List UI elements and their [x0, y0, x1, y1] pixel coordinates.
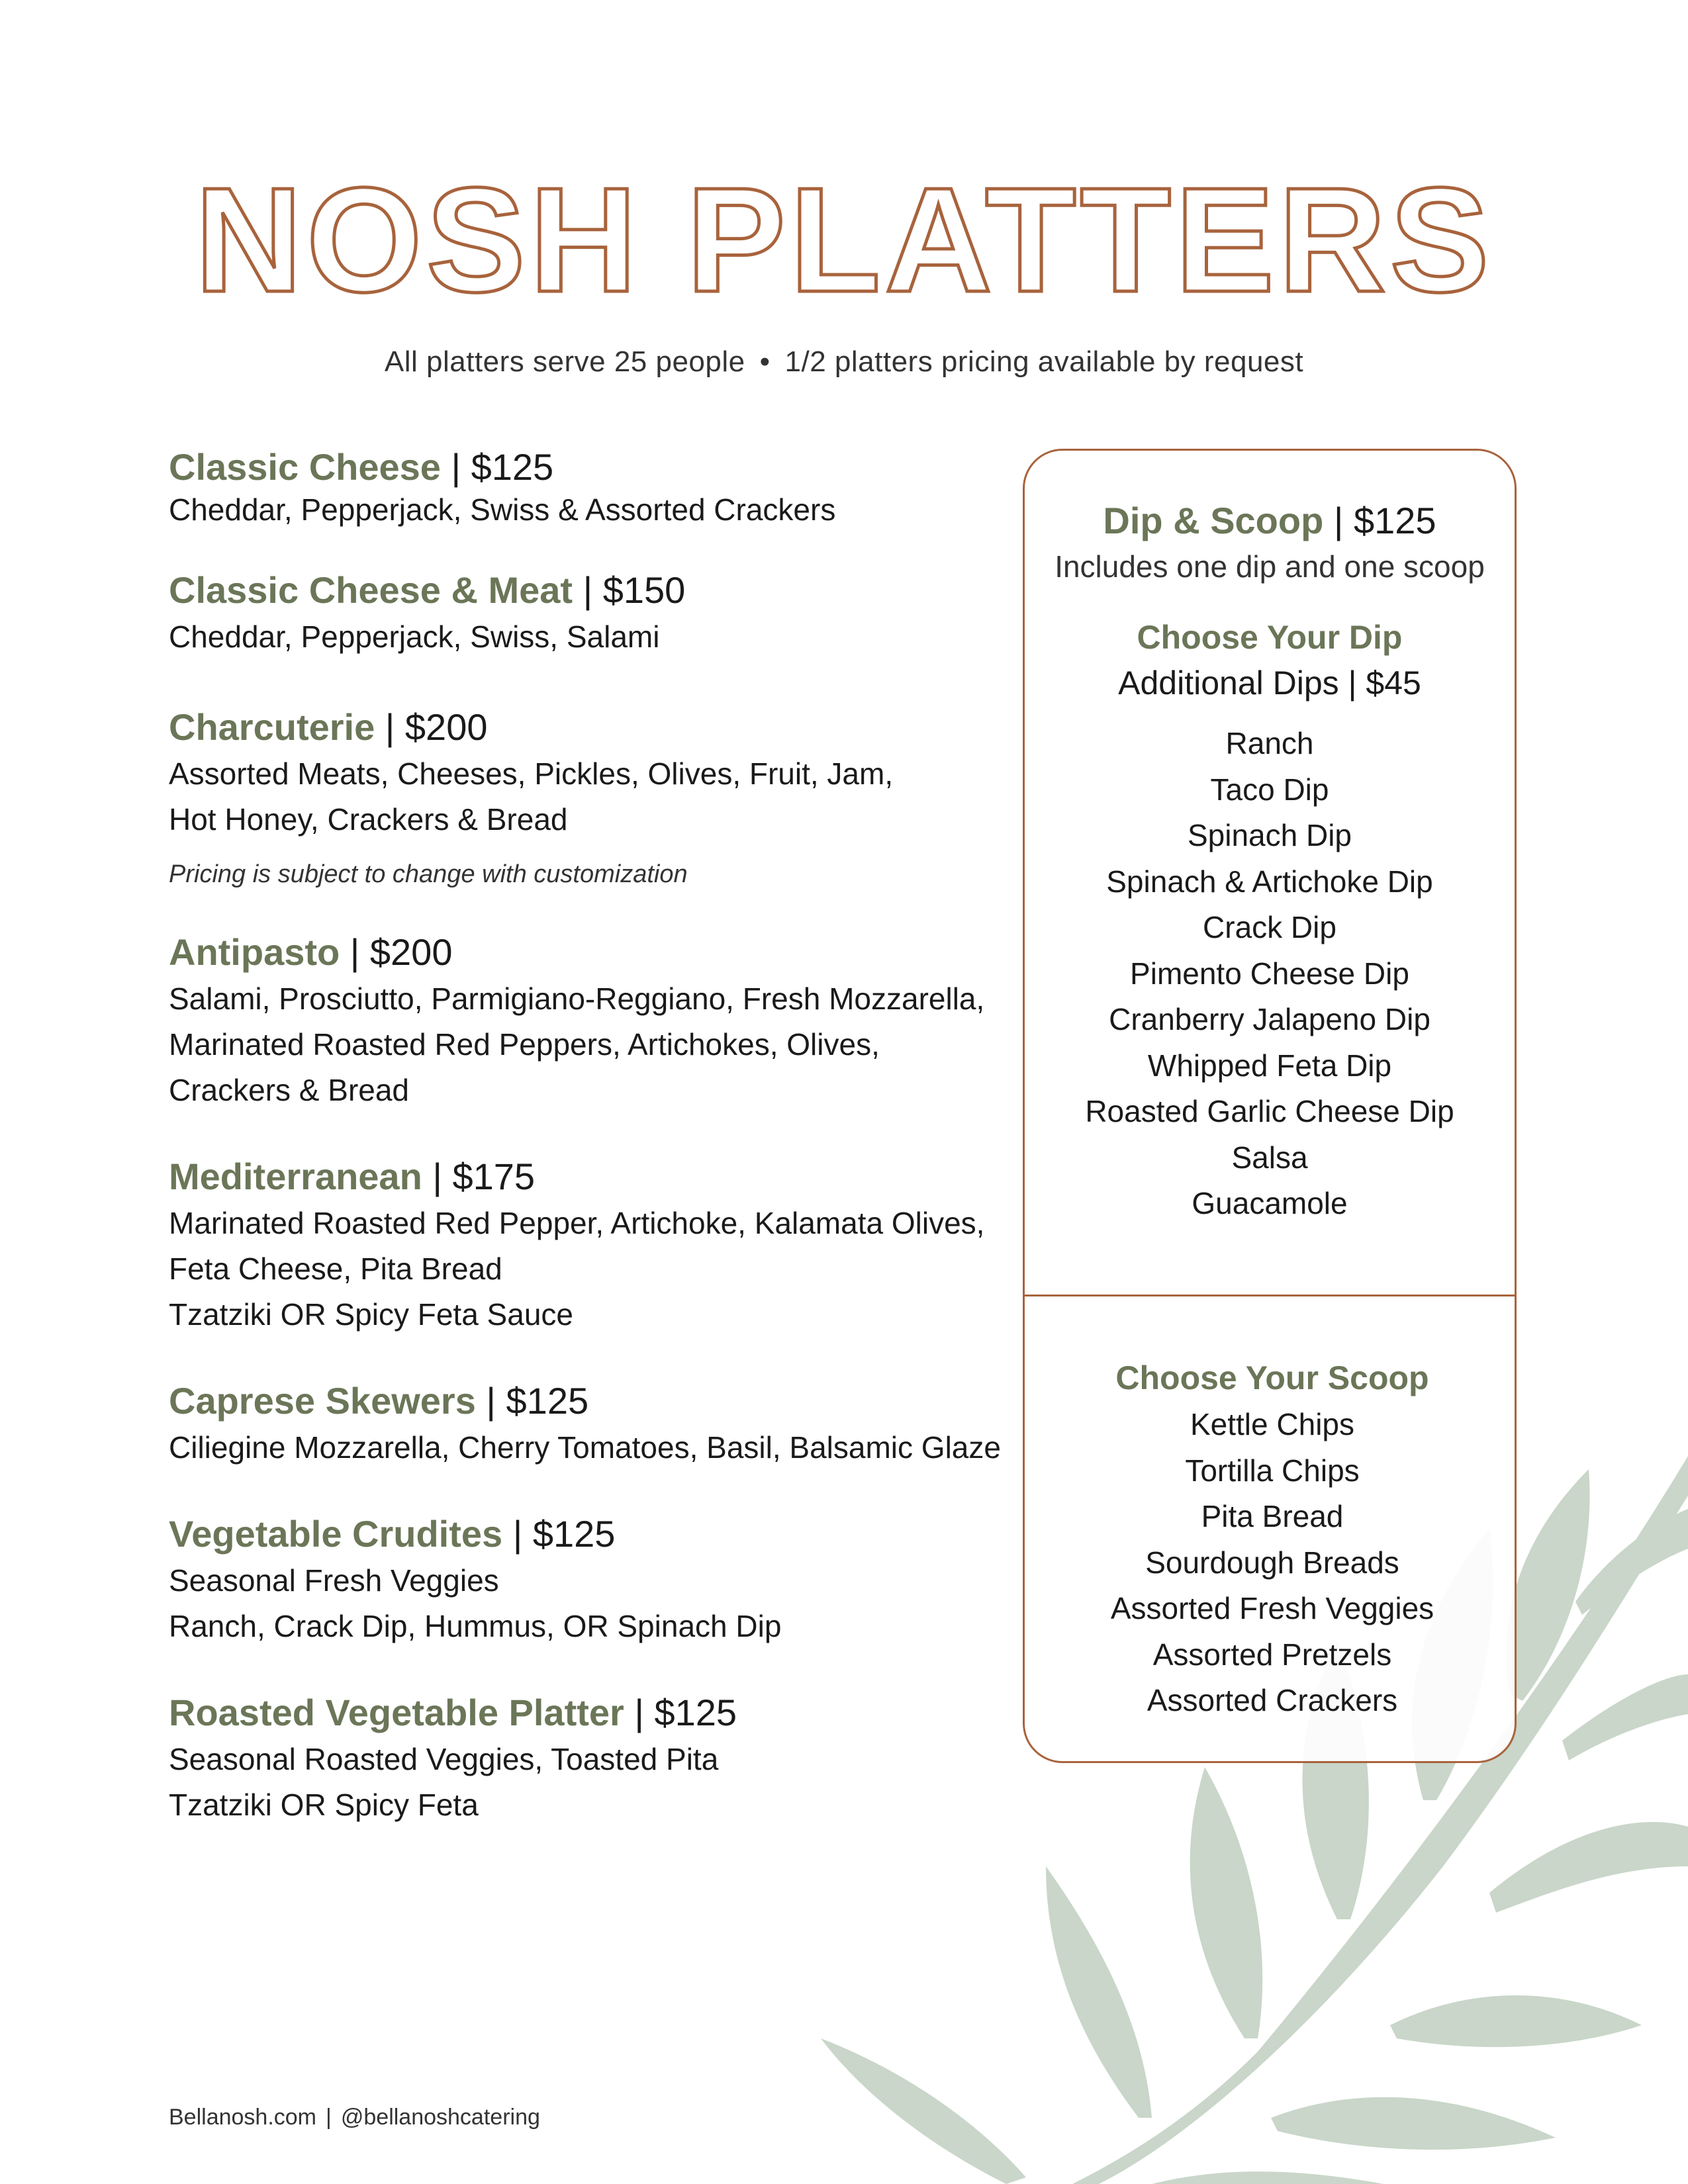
- platter-description: Ciliegine Mozzarella, Cherry Tomatoes, Basil, Balsamic Glaze: [169, 1430, 1001, 1465]
- scoop-option: Assorted Crackers: [1147, 1683, 1398, 1717]
- footer-separator: |: [326, 2105, 332, 2130]
- dip-scoop-name: Dip & Scoop: [1103, 500, 1324, 541]
- choose-dip-heading: Choose Your Dip: [1137, 619, 1403, 656]
- dip-option: Spinach & Artichoke Dip: [1106, 864, 1433, 899]
- card-divider: [1025, 1295, 1515, 1297]
- platter-name: Charcuterie: [169, 706, 375, 748]
- price-separator: |: [451, 446, 461, 488]
- page-title: NOSH PLATTERS: [195, 156, 1493, 323]
- platter-caprese-skewers: [169, 1377, 1003, 1471]
- price-separator: |: [486, 1380, 496, 1422]
- platter-list: [169, 443, 1003, 1828]
- scoop-option: Kettle Chips: [1190, 1407, 1354, 1441]
- price-separator: |: [583, 569, 593, 611]
- dip-option: Cranberry Jalapeno Dip: [1109, 1002, 1430, 1036]
- scoop-option: Assorted Fresh Veggies: [1110, 1591, 1434, 1625]
- dip-option: Salsa: [1231, 1140, 1308, 1175]
- platter-description: Tzatziki OR Spicy Feta: [169, 1788, 479, 1822]
- platter-name: Mediterranean: [169, 1156, 422, 1197]
- platter-name: Vegetable Crudites: [169, 1513, 503, 1555]
- platter-charcuterie: [169, 704, 1003, 894]
- dip-option: Spinach Dip: [1187, 818, 1352, 852]
- platter-description: Seasonal Fresh Veggies: [169, 1563, 499, 1598]
- dip-scoop-title: [1025, 497, 1515, 545]
- platter-title: [169, 443, 1003, 491]
- platter-price: $200: [369, 931, 453, 973]
- pricing-note: Pricing is subject to change with customization: [169, 860, 688, 888]
- platter-name: Antipasto: [169, 931, 340, 973]
- dip-option: Ranch: [1225, 726, 1314, 760]
- platter-price: $125: [654, 1692, 737, 1733]
- platter-description: Marinated Roasted Red Pepper, Artichoke, Kalamata Olives,: [169, 1206, 985, 1240]
- dip-section: [1025, 497, 1515, 1227]
- platter-roasted-vegetable: [169, 1689, 1003, 1828]
- platter-price: $125: [471, 446, 554, 488]
- scoop-option: Pita Bread: [1201, 1499, 1344, 1533]
- dip-option: Whipped Feta Dip: [1147, 1048, 1392, 1083]
- platter-description: Assorted Meats, Cheeses, Pickles, Olives, Fruit, Jam,: [169, 756, 894, 791]
- platter-title: [169, 1377, 1003, 1425]
- dip-option: Taco Dip: [1210, 772, 1329, 807]
- platter-title: [169, 704, 1003, 751]
- dip-option: Crack Dip: [1203, 910, 1336, 944]
- platter-name: Roasted Vegetable Platter: [169, 1692, 624, 1733]
- price-separator: |: [512, 1513, 523, 1555]
- page-subtitle: [0, 345, 1688, 379]
- dip-option: Roasted Garlic Cheese Dip: [1085, 1094, 1454, 1128]
- dip-option: Pimento Cheese Dip: [1130, 956, 1409, 991]
- dip-list: [1025, 721, 1515, 1227]
- platter-description: Hot Honey, Crackers & Bread: [169, 802, 568, 837]
- platter-name: Classic Cheese: [169, 446, 441, 488]
- platter-title: [169, 1689, 1003, 1737]
- platter-description: Salami, Prosciutto, Parmigiano-Reggiano, Fresh Mozzarella,: [169, 981, 985, 1016]
- website-link[interactable]: Bellanosh.com: [169, 2105, 317, 2130]
- platter-price: $175: [452, 1156, 536, 1197]
- scoop-option: Tortilla Chips: [1185, 1453, 1360, 1488]
- dip-option: Guacamole: [1192, 1186, 1348, 1220]
- dip-scoop-subtitle: Includes one dip and one scoop: [1055, 549, 1485, 584]
- scoop-option: Assorted Pretzels: [1152, 1637, 1392, 1672]
- additional-dips-price: Additional Dips | $45: [1118, 664, 1421, 702]
- platter-classic-cheese: [169, 443, 1003, 528]
- platter-description: Cheddar, Pepperjack, Swiss, Salami: [169, 619, 660, 654]
- platter-title: [169, 567, 1003, 614]
- platter-description: Marinated Roasted Red Peppers, Artichokes, Olives,: [169, 1027, 880, 1062]
- platter-description: Ranch, Crack Dip, Hummus, OR Spinach Dip: [169, 1609, 782, 1643]
- platter-price: $200: [404, 706, 488, 748]
- scoop-option: Sourdough Breads: [1145, 1545, 1399, 1580]
- footer: [169, 2105, 540, 2130]
- choose-scoop-heading: Choose Your Scoop: [1115, 1359, 1429, 1396]
- platter-description: Crackers & Bread: [169, 1073, 410, 1107]
- price-separator: |: [385, 706, 395, 748]
- scoop-section: [1030, 1354, 1515, 1724]
- dip-scoop-card: [1023, 449, 1517, 1763]
- platter-mediterranean: [169, 1153, 1003, 1338]
- platter-vegetable-crudites: [169, 1510, 1003, 1649]
- platter-price: $125: [506, 1380, 589, 1422]
- platter-description: Feta Cheese, Pita Bread: [169, 1251, 502, 1286]
- platter-title: [169, 1153, 1003, 1201]
- dip-scoop-price: $125: [1353, 500, 1436, 541]
- price-separator: |: [432, 1156, 442, 1197]
- half-platter-info: 1/2 platters pricing available by request: [784, 345, 1304, 378]
- platter-classic-cheese-meat: [169, 567, 1003, 660]
- social-handle[interactable]: @bellanoshcatering: [340, 2105, 540, 2130]
- bullet-separator: •: [759, 345, 771, 378]
- platter-description: Tzatziki OR Spicy Feta Sauce: [169, 1297, 573, 1332]
- platter-description: Cheddar, Pepperjack, Swiss & Assorted Crackers: [169, 492, 836, 527]
- platter-title: [169, 929, 1003, 976]
- price-separator: |: [634, 1692, 644, 1733]
- platter-title: [169, 1510, 1003, 1558]
- platter-price: $125: [532, 1513, 616, 1555]
- platter-description: Seasonal Roasted Veggies, Toasted Pita: [169, 1742, 719, 1776]
- platter-name: Classic Cheese & Meat: [169, 569, 573, 611]
- serving-info: All platters serve 25 people: [384, 345, 745, 378]
- price-separator: |: [350, 931, 360, 973]
- platter-price: $150: [602, 569, 686, 611]
- platter-name: Caprese Skewers: [169, 1380, 476, 1422]
- price-separator: |: [1333, 500, 1344, 541]
- platter-antipasto: [169, 929, 1003, 1113]
